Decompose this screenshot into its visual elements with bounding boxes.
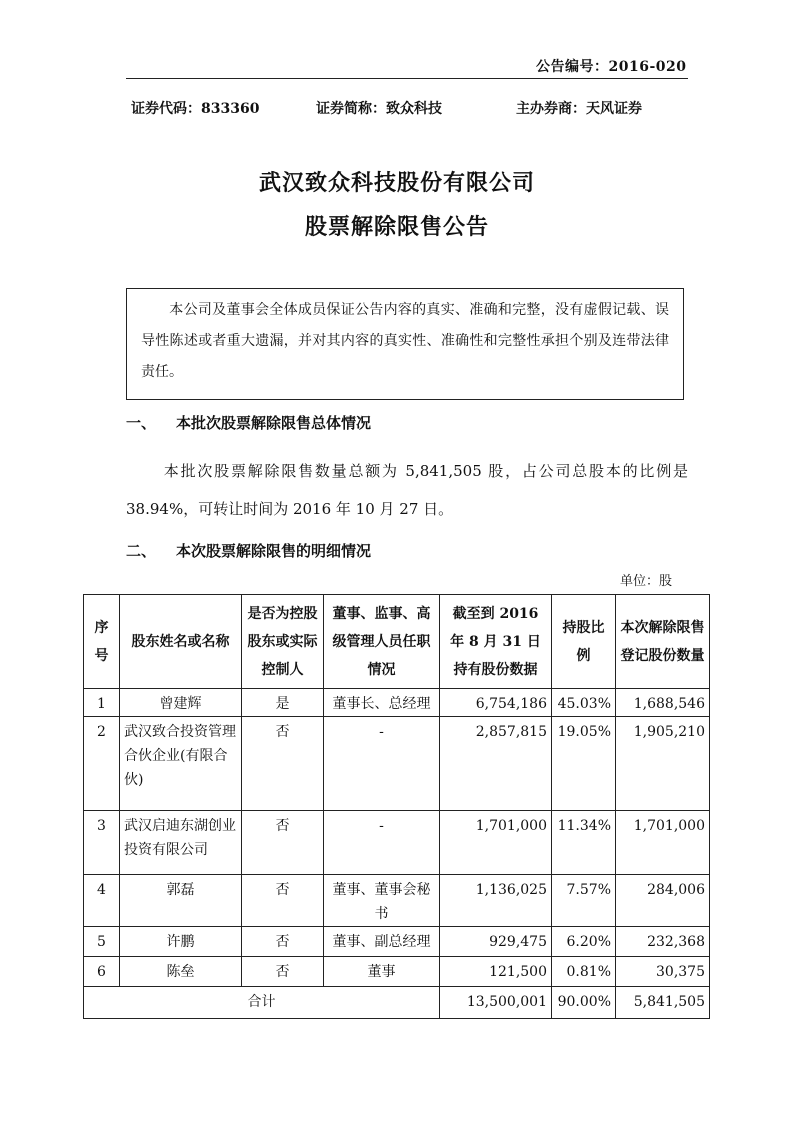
section-1-text: 本批次股票解除限售数量总额为 5,841,505 股，占公司总股本的比例是 38.94%，可转让时间为 2016 年 10 月 27 日。	[126, 462, 688, 518]
cell-position: -	[324, 811, 440, 875]
cell-seq: 2	[84, 717, 120, 811]
cell-ratio: 0.81%	[552, 957, 616, 987]
section-2-number: 二、	[126, 542, 157, 560]
table-header-row	[84, 595, 710, 689]
declaration-text: 本公司及董事会全体成员保证公告内容的真实、准确和完整，没有虚假记载、误导性陈述或者重大遗漏，并对其内容的真实性、准确性和完整性承担个别及连带法律责任。	[141, 302, 669, 380]
cell-seq: 4	[84, 875, 120, 927]
cell-ratio: 11.34%	[552, 811, 616, 875]
cell-controller: 否	[242, 927, 324, 957]
header-holding: 截至到 2016 年 8 月 31 日持有股份数据	[440, 595, 552, 689]
cell-release: 1,905,210	[616, 717, 710, 811]
cell-controller: 否	[242, 717, 324, 811]
section-1-heading	[126, 412, 371, 433]
cell-ratio: 45.03%	[552, 689, 616, 717]
table-row	[84, 811, 710, 875]
total-release: 5,841,505	[616, 987, 710, 1019]
cell-name: 陈垒	[120, 957, 242, 987]
cell-holding: 6,754,186	[440, 689, 552, 717]
cell-controller: 是	[242, 689, 324, 717]
table-row	[84, 689, 710, 717]
cell-ratio: 6.20%	[552, 927, 616, 957]
cell-seq: 5	[84, 927, 120, 957]
section-1-number: 一、	[126, 414, 157, 432]
cell-release: 232,368	[616, 927, 710, 957]
header-position: 董事、监事、高级管理人员任职情况	[324, 595, 440, 689]
header-controller: 是否为控股股东或实际控制人	[242, 595, 324, 689]
section-1-paragraph	[126, 452, 688, 528]
cell-ratio: 19.05%	[552, 717, 616, 811]
header-seq: 序号	[84, 595, 120, 689]
cell-controller: 否	[242, 957, 324, 987]
header-divider	[126, 78, 688, 79]
cell-name: 曾建辉	[120, 689, 242, 717]
table-row	[84, 875, 710, 927]
release-details-table	[83, 594, 710, 1019]
cell-holding: 1,136,025	[440, 875, 552, 927]
sponsor-broker: 主办券商：天风证券	[516, 101, 642, 117]
table-row	[84, 927, 710, 957]
cell-controller: 否	[242, 811, 324, 875]
cell-holding: 1,701,000	[440, 811, 552, 875]
cell-name: 武汉启迪东湖创业投资有限公司	[120, 811, 242, 875]
cell-seq: 1	[84, 689, 120, 717]
section-2-title: 本次股票解除限售的明细情况	[176, 542, 372, 560]
security-short-name: 证券简称：致众科技	[316, 101, 442, 117]
notice-number: 公告编号：2016-020	[536, 59, 687, 75]
cell-name: 许鹏	[120, 927, 242, 957]
header-release: 本次解除限售登记股份数量	[616, 595, 710, 689]
cell-seq: 3	[84, 811, 120, 875]
cell-name: 郭磊	[120, 875, 242, 927]
cell-holding: 2,857,815	[440, 717, 552, 811]
total-label: 合计	[84, 987, 440, 1019]
cell-name: 武汉致合投资管理合伙企业(有限合伙)	[120, 717, 242, 811]
header-name: 股东姓名或名称	[120, 595, 242, 689]
announcement-title: 股票解除限售公告	[304, 214, 489, 240]
cell-release: 30,375	[616, 957, 710, 987]
table-row	[84, 717, 710, 811]
cell-position: -	[324, 717, 440, 811]
header-ratio: 持股比例	[552, 595, 616, 689]
section-1-title: 本批次股票解除限售总体情况	[176, 414, 372, 432]
cell-release: 284,006	[616, 875, 710, 927]
cell-position: 董事	[324, 957, 440, 987]
total-ratio: 90.00%	[552, 987, 616, 1019]
table-row	[84, 957, 710, 987]
cell-position: 董事、副总经理	[324, 927, 440, 957]
unit-label: 单位：股	[620, 574, 673, 589]
cell-release: 1,688,546	[616, 689, 710, 717]
table-total-row	[84, 987, 710, 1019]
company-title: 武汉致众科技股份有限公司	[258, 170, 535, 196]
cell-release: 1,701,000	[616, 811, 710, 875]
security-code: 证券代码：833360	[131, 101, 260, 117]
cell-holding: 929,475	[440, 927, 552, 957]
declaration-box	[126, 288, 684, 400]
cell-controller: 否	[242, 875, 324, 927]
cell-position: 董事长、总经理	[324, 689, 440, 717]
section-2-heading	[126, 540, 371, 561]
cell-seq: 6	[84, 957, 120, 987]
cell-ratio: 7.57%	[552, 875, 616, 927]
cell-position: 董事、董事会秘书	[324, 875, 440, 927]
cell-holding: 121,500	[440, 957, 552, 987]
total-holding: 13,500,001	[440, 987, 552, 1019]
